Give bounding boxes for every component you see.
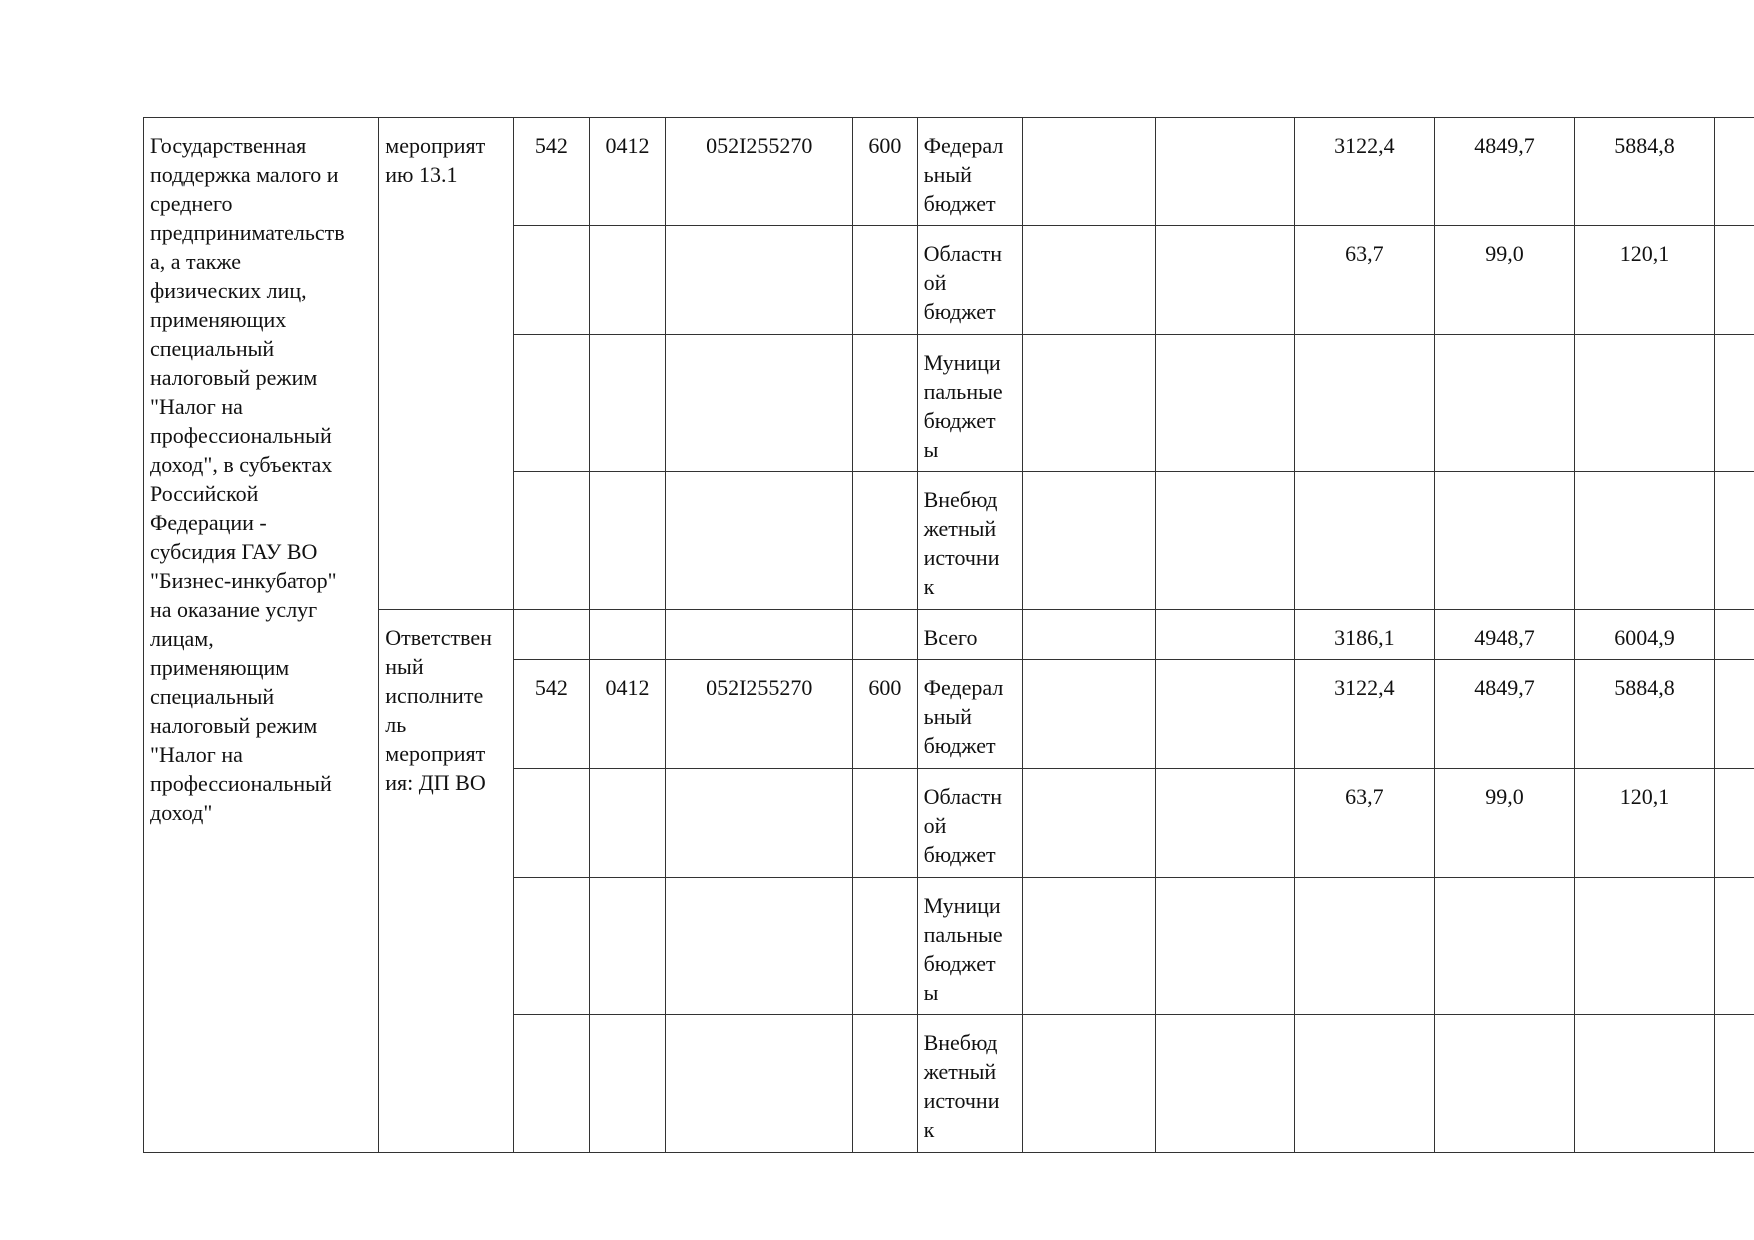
- csr-cell: [666, 472, 853, 610]
- value-cell: 3122,4: [1294, 660, 1434, 769]
- funding-source-cell: [917, 1015, 1023, 1153]
- funding-source-cell: [917, 226, 1023, 335]
- grbs-cell: 542: [513, 660, 589, 769]
- value-cell: [1575, 1015, 1715, 1153]
- value-cell: [1294, 878, 1434, 1015]
- vr-cell: [853, 1015, 917, 1153]
- empty-cell: [1156, 610, 1295, 660]
- cut-off-cell: [1715, 335, 1754, 472]
- csr-cell: [666, 335, 853, 472]
- csr-cell: [666, 769, 853, 878]
- vr-cell: [853, 769, 917, 878]
- value-cell: [1434, 335, 1574, 472]
- funding-source-text: Федерал ьный бюджет: [923, 675, 1004, 758]
- value-cell: 120,1: [1575, 769, 1715, 878]
- value-cell: [1575, 878, 1715, 1015]
- value-cell: [1294, 472, 1434, 610]
- empty-cell: [1156, 1015, 1295, 1153]
- funding-source-cell: [917, 118, 1023, 226]
- value-cell: [1294, 1015, 1434, 1153]
- funding-source-cell: [917, 660, 1023, 769]
- vr-cell: [853, 878, 917, 1015]
- value-cell: 99,0: [1434, 769, 1574, 878]
- empty-cell: [1156, 226, 1295, 335]
- grbs-cell: [513, 472, 589, 610]
- funding-source-text: Всего: [923, 625, 978, 650]
- empty-cell: [1023, 660, 1156, 769]
- csr-cell: [666, 226, 853, 335]
- grbs-cell: [513, 610, 589, 660]
- responsible-executor-text: Ответствен ный исполните ль мероприят ия: ДП ВО: [385, 625, 492, 795]
- csr-cell: 052I255270: [666, 118, 853, 226]
- empty-cell: [1156, 878, 1295, 1015]
- value-cell: 63,7: [1294, 769, 1434, 878]
- csr-cell: 052I255270: [666, 660, 853, 769]
- table-row: [144, 610, 1754, 660]
- empty-cell: [1023, 472, 1156, 610]
- grbs-cell: 542: [513, 118, 589, 226]
- cut-off-cell: [1715, 769, 1754, 878]
- empty-cell: [1156, 660, 1295, 769]
- grbs-cell: [513, 769, 589, 878]
- rzpr-cell: [589, 1015, 665, 1153]
- empty-cell: [1023, 610, 1156, 660]
- cut-off-cell: [1715, 226, 1754, 335]
- cut-off-cell: [1715, 660, 1754, 769]
- value-cell: 4849,7: [1434, 660, 1574, 769]
- funding-source-text: Муници пальные бюджет ы: [923, 893, 1003, 1005]
- value-cell: [1575, 472, 1715, 610]
- rzpr-cell: [589, 610, 665, 660]
- value-cell: 5884,8: [1575, 660, 1715, 769]
- rzpr-cell: [589, 472, 665, 610]
- funding-source-text: Областн ой бюджет: [923, 784, 1003, 867]
- funding-source-cell: [917, 878, 1023, 1015]
- value-cell: 3122,4: [1294, 118, 1434, 226]
- table-row: [144, 118, 1754, 226]
- cut-off-cell: [1715, 1015, 1754, 1153]
- measure-name-text: Государственная поддержка малого и среднего предпринимательств а, а также физических лиц, применяющих специальный налоговый режим "Налог на профессиональный доход", в субъектах Российской Федерации - субсидия ГАУ ВО "Бизнес-инкубатор" на оказание услуг лицам, применяющим специальный налоговый режим "Налог на профессиональный доход": [150, 133, 345, 825]
- funding-source-cell: [917, 335, 1023, 472]
- empty-cell: [1023, 118, 1156, 226]
- empty-cell: [1023, 226, 1156, 335]
- vr-cell: [853, 226, 917, 335]
- vr-cell: [853, 335, 917, 472]
- responsible-executor-cell: [379, 610, 514, 1153]
- value-cell: 4849,7: [1434, 118, 1574, 226]
- value-cell: 120,1: [1575, 226, 1715, 335]
- empty-cell: [1156, 335, 1295, 472]
- csr-cell: [666, 1015, 853, 1153]
- csr-cell: [666, 610, 853, 660]
- value-cell: [1434, 878, 1574, 1015]
- empty-cell: [1023, 769, 1156, 878]
- rzpr-cell: 0412: [589, 660, 665, 769]
- value-cell: 3186,1: [1294, 610, 1434, 660]
- event-label-cell: [379, 118, 514, 610]
- cut-off-cell: [1715, 878, 1754, 1015]
- empty-cell: [1023, 335, 1156, 472]
- funding-source-cell: [917, 472, 1023, 610]
- value-cell: 4948,7: [1434, 610, 1574, 660]
- budget-table: [143, 117, 1754, 1153]
- funding-source-text: Федерал ьный бюджет: [923, 133, 1004, 216]
- value-cell: [1294, 335, 1434, 472]
- cut-off-cell: [1715, 610, 1754, 660]
- funding-source-text: Внебюд жетный источни к: [923, 487, 1000, 599]
- empty-cell: [1023, 878, 1156, 1015]
- rzpr-cell: [589, 769, 665, 878]
- value-cell: 6004,9: [1575, 610, 1715, 660]
- funding-source-cell: [917, 610, 1023, 660]
- value-cell: 99,0: [1434, 226, 1574, 335]
- value-cell: [1434, 472, 1574, 610]
- event-label-text: мероприят ию 13.1: [385, 133, 486, 187]
- empty-cell: [1156, 769, 1295, 878]
- grbs-cell: [513, 226, 589, 335]
- grbs-cell: [513, 335, 589, 472]
- value-cell: [1434, 1015, 1574, 1153]
- vr-cell: [853, 472, 917, 610]
- vr-cell: 600: [853, 118, 917, 226]
- empty-cell: [1023, 1015, 1156, 1153]
- cut-off-cell: [1715, 472, 1754, 610]
- value-cell: 63,7: [1294, 226, 1434, 335]
- vr-cell: [853, 610, 917, 660]
- funding-source-text: Областн ой бюджет: [923, 241, 1003, 324]
- empty-cell: [1156, 472, 1295, 610]
- csr-cell: [666, 878, 853, 1015]
- value-cell: 5884,8: [1575, 118, 1715, 226]
- rzpr-cell: 0412: [589, 118, 665, 226]
- value-cell: [1575, 335, 1715, 472]
- measure-name-cell: [144, 118, 379, 1153]
- vr-cell: 600: [853, 660, 917, 769]
- cut-off-cell: [1715, 118, 1754, 226]
- rzpr-cell: [589, 878, 665, 1015]
- funding-source-text: Муници пальные бюджет ы: [923, 350, 1003, 462]
- rzpr-cell: [589, 226, 665, 335]
- rzpr-cell: [589, 335, 665, 472]
- funding-source-text: Внебюд жетный источни к: [923, 1030, 1000, 1142]
- grbs-cell: [513, 878, 589, 1015]
- empty-cell: [1156, 118, 1295, 226]
- grbs-cell: [513, 1015, 589, 1153]
- funding-source-cell: [917, 769, 1023, 878]
